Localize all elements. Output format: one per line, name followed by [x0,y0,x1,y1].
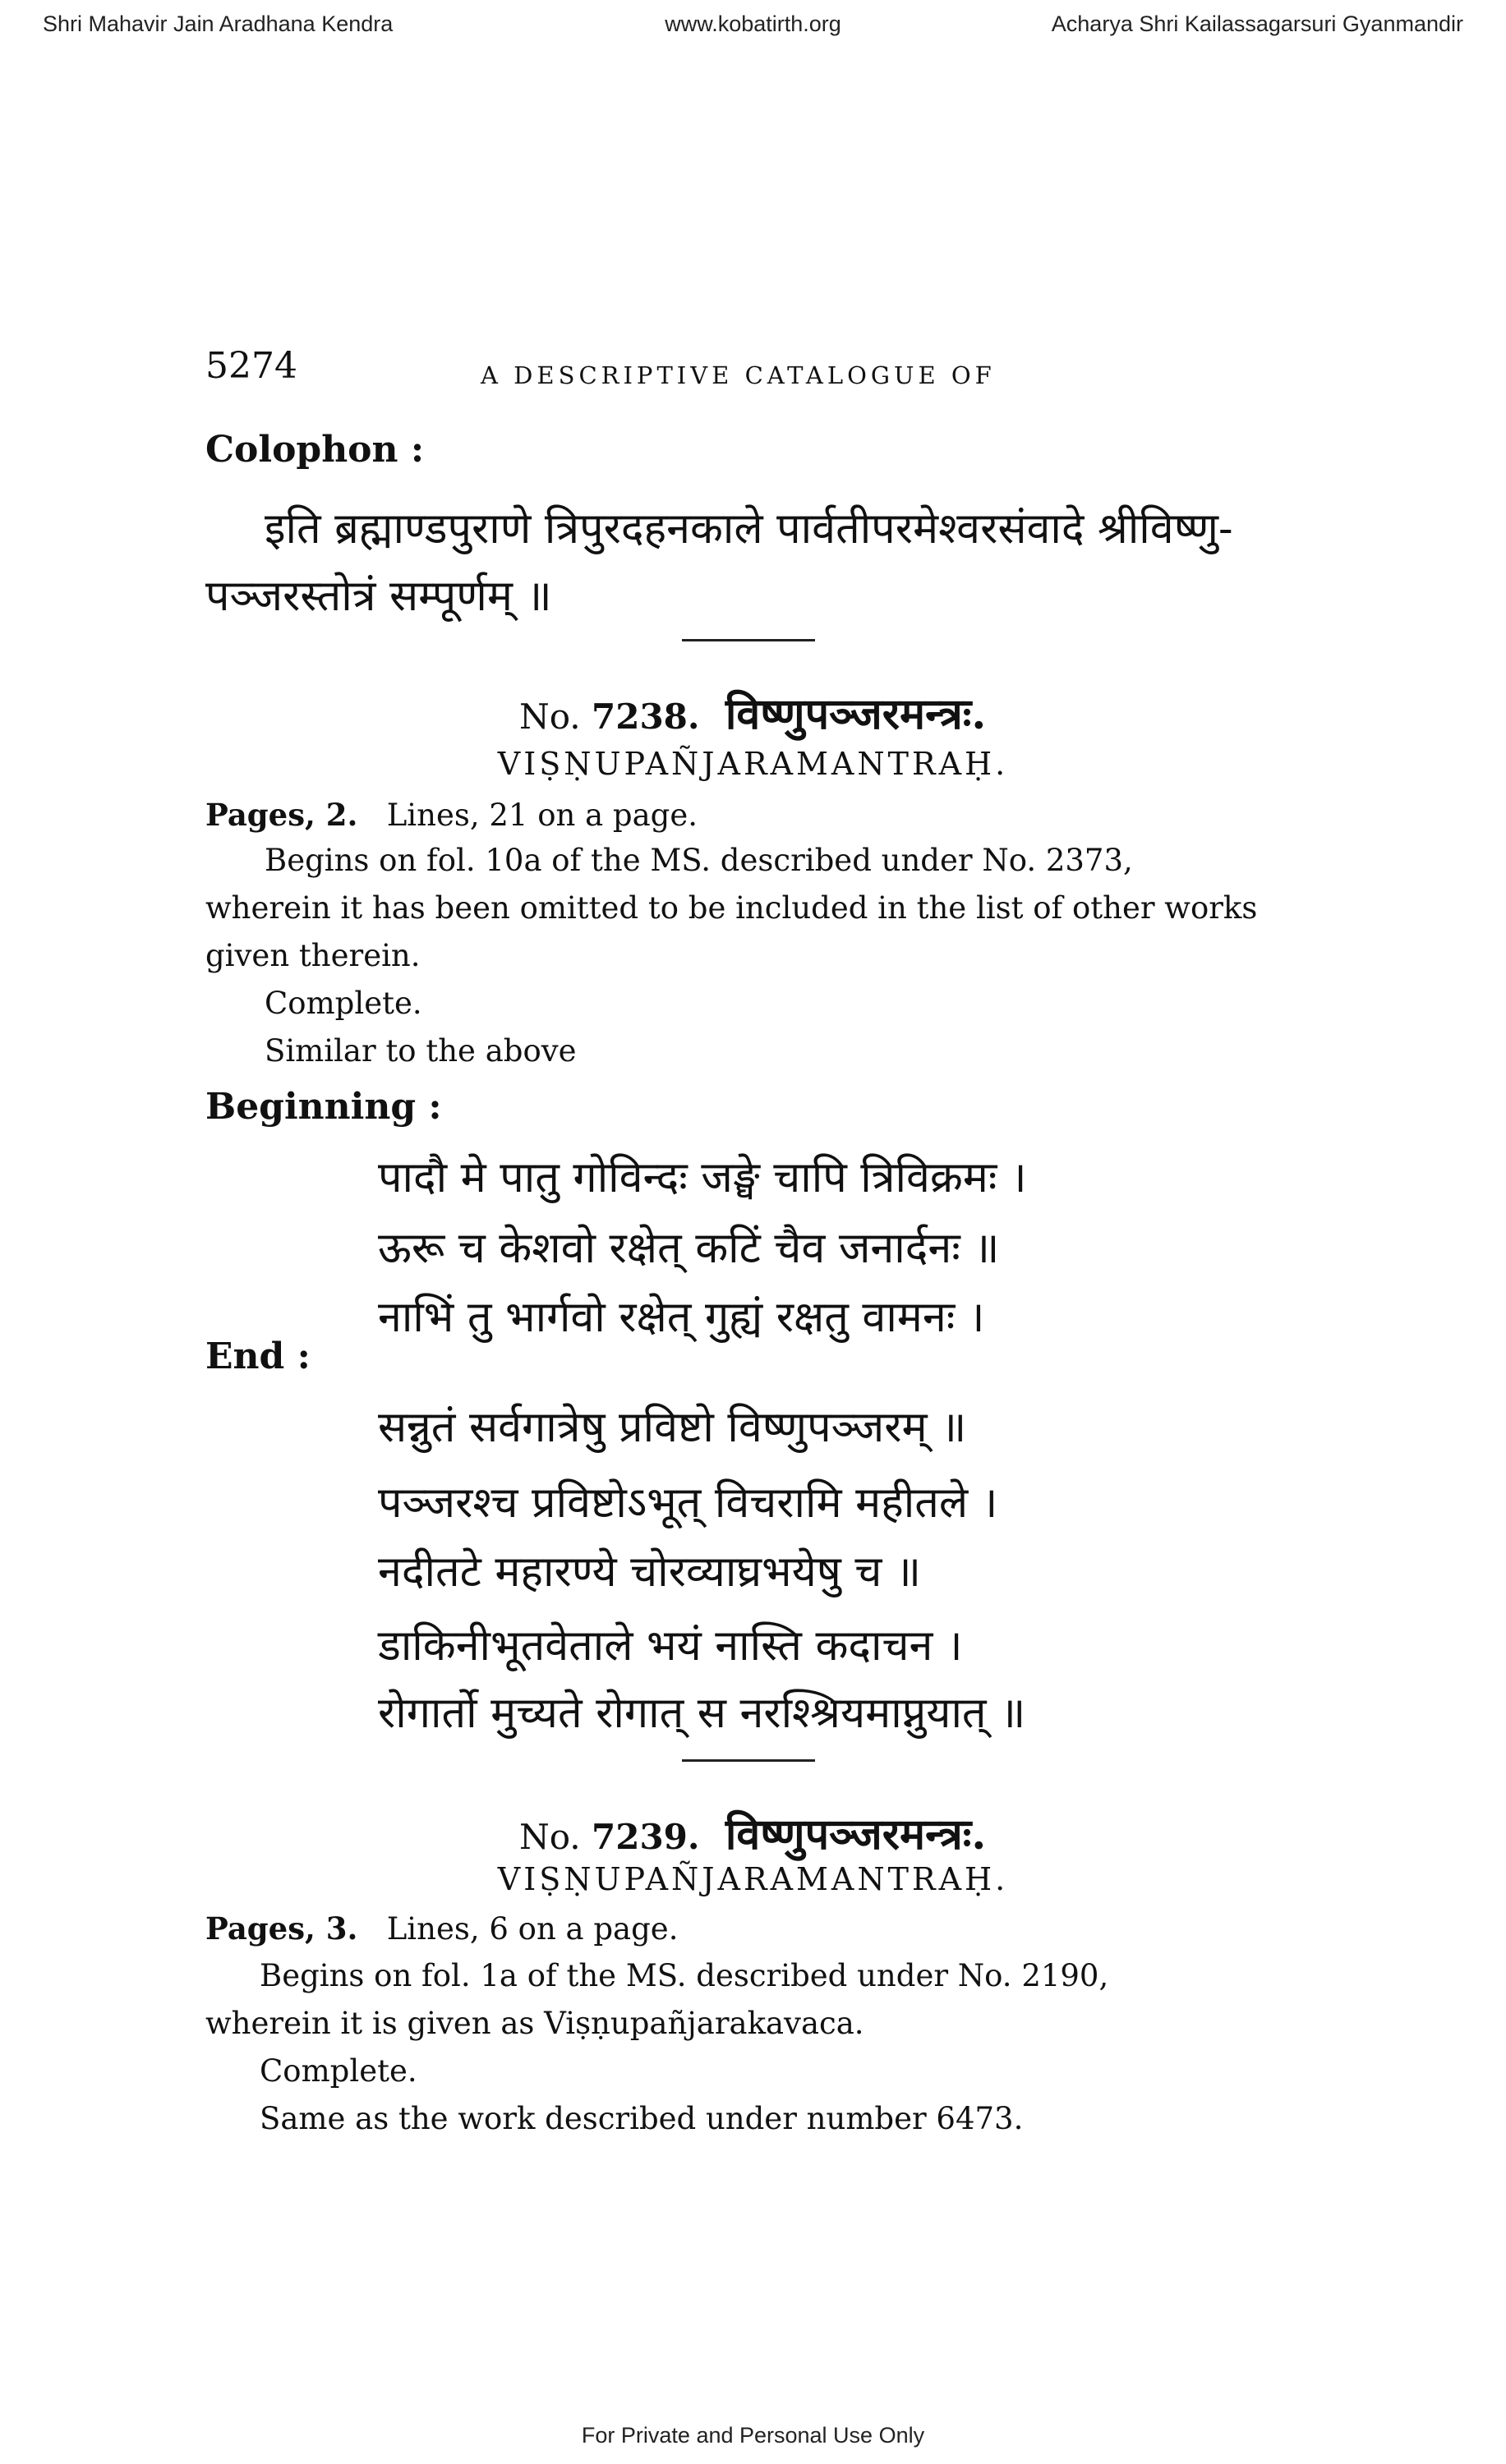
lines-label: Lines, 6 on a page. [386,1911,679,1947]
end-label: End : [205,1335,311,1377]
entry-number: 7239. [592,1817,700,1857]
entry-title-devanagari: विष्णुपञ्जरमन्त्रः. [725,1809,987,1859]
colophon-line-2: पञ्जरस्तोत्रं सम्पूर्णम् ॥ [205,572,552,621]
pages-label: Pages, 3. [205,1910,358,1947]
entry-7239-complete: Complete. [260,2053,417,2089]
end-verse-5: रोगार्तो मुच्यते रोगात् स नरश्श्रियमाप्नुयात् ॥ [378,1689,1026,1738]
entry-7238-transliteration: VIṢṆUPAÑJARAMANTRAḤ. [497,746,1009,782]
entry-7239-same: Same as the work described under number 6473. [260,2101,1024,2136]
entry-7239-begins-1: Begins on fol. 1a of the MS. described under No. 2190, [260,1958,1109,1993]
entry-7238-complete: Complete. [265,986,422,1021]
beginning-verse-3: नाभिं तु भार्गवो रक्षेत् गुह्यं रक्षतु वामनः । [378,1293,985,1342]
entry-7238-similar: Similar to the above [265,1033,577,1069]
banner-left: Shri Mahavir Jain Aradhana Kendra [43,11,394,36]
page-number: 5274 [205,345,297,387]
entry-no-prefix: No. [519,1817,581,1857]
beginning-verse-1: पादौ मे पातु गोविन्दः जङ्घे चापि त्रिविक्रमः । [378,1153,1027,1202]
entry-7239-begins-2: wherein it is given as Viṣṇupañjarakavaca. [205,2006,864,2041]
banner-right: Acharya Shri Kailassagarsuri Gyanmandir [1051,11,1463,36]
end-verse-3: नदीतटे महारण्ये चोरव्याघ्रभयेषु च ॥ [378,1547,922,1597]
divider-rule [682,1759,815,1762]
colophon-label: Colophon : [205,429,425,471]
lines-label: Lines, 21 on a page. [386,798,698,833]
beginning-label: Beginning : [205,1086,442,1128]
entry-7239-pages-lines [205,1910,678,1947]
pages-label: Pages, 2. [205,797,358,833]
end-verse-4: डाकिनीभूतवेताले भयं नास्ति कदाचन । [378,1621,963,1671]
beginning-verse-2: ऊरू च केशवो रक्षेत् कटिं चैव जनार्दनः ॥ [378,1224,1000,1273]
entry-7238-begins-1: Begins on fol. 10a of the MS. described under No. 2373, [265,843,1133,878]
end-verse-2: पञ्जरश्च प्रविष्टोऽभूत् विचरामि महीतले । [378,1478,998,1528]
footer-notice: For Private and Personal Use Only [581,2423,925,2448]
colophon-line-1: इति ब्रह्माण्डपुराणे त्रिपुरदहनकाले पार्वतीपरमेश्वरसंवादे श्रीविष्णु- [265,504,1233,554]
entry-7238-pages-lines [205,797,698,833]
entry-title-devanagari: विष्णुपञ्जरमन्त्रः. [725,689,987,739]
entry-no-prefix: No. [519,696,581,737]
divider-rule [682,639,815,641]
entry-number: 7238. [592,696,700,737]
running-title: A DESCRIPTIVE CATALOGUE OF [481,361,996,389]
entry-7238-begins-2: wherein it has been omitted to be included in the list of other works [205,890,1258,926]
end-verse-1: सन्नुतं सर्वगात्रेषु प्रविष्टो विष्णुपञ्जरम् ॥ [378,1403,967,1452]
entry-7239-heading [519,1804,986,1862]
entry-7238-heading [519,683,986,742]
entry-7238-begins-3: given therein. [205,938,421,973]
banner-center-url: www.kobatirth.org [665,11,841,36]
entry-7239-transliteration: VIṢṆUPAÑJARAMANTRAḤ. [497,1861,1009,1897]
